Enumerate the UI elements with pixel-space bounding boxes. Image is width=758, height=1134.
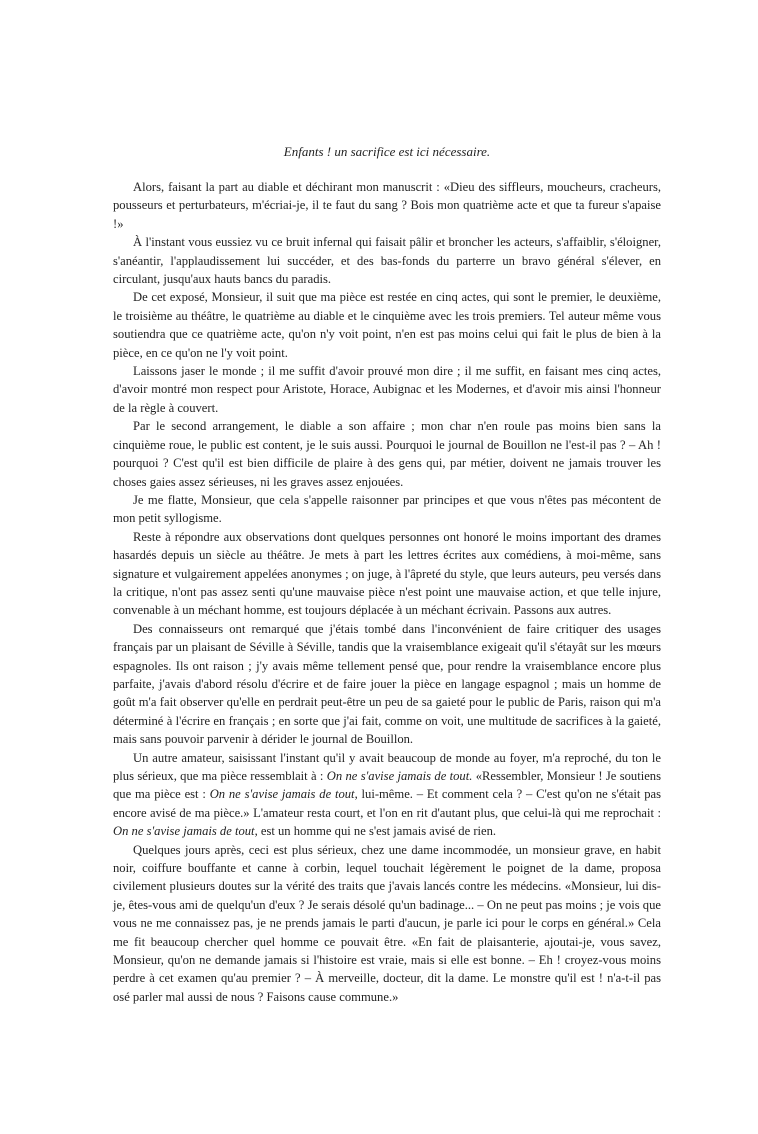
document-page [113, 0, 661, 1134]
paragraph: Alors, faisant la part au diable et déchirant mon manuscrit : «Dieu des siffleurs, moucheurs, cracheurs, pousseurs et perturbateurs, m'écriai-je, il te faut du sang ? Bois mon quatrième acte et que ta fureur s'apaise !» [113, 180, 661, 231]
paragraph: Un autre amateur, saisissant l'instant qu'il y avait beaucoup de monde au foyer, m'a reproché, du ton le plus sérieux, que ma pièce ressemblait à : On ne s'avise jamais de tout. «Ressembler, Monsieur ! Je soutiens que ma pièce est : On ne s'avise jamais de tout, lui-même. – Et comment cela ? – C'est qu'on ne s'était pas encore avisé de ma pièce.» L'amateur resta court, et l'on en rit d'autant plus, que celui-là qui me reprochait : On ne s'avise jamais de tout, est un homme qui ne s'est jamais avisé de rien. [113, 750, 661, 839]
paragraph: Reste à répondre aux observations dont quelques personnes ont honoré le moins important des drames hasardés depuis un siècle au théâtre. Je mets à part les lettres écrites aux comédiens, à moi-même, sans signature et vulgairement appelées anonymes ; on juge, à l'âpreté du style, que leurs auteurs, peu versés dans la critique, n'ont pas assez senti qu'une mauvaise pièce n'est point une mauvaise action, et que telle injure, convenable à un méchant homme, est toujours déplacée à un méchant écrivain. Passons aux autres. [113, 529, 661, 618]
paragraph: À l'instant vous eussiez vu ce bruit infernal qui faisait pâlir et broncher les acteurs, s'affaiblir, s'éloigner, s'anéantir, l'applaudissement lui succéder, et des bas-fonds du parterre un bravo général s'élever, en circulant, jusqu'aux hauts bancs du paradis. [113, 235, 661, 287]
body-text [113, 178, 661, 1006]
paragraph: Je me flatte, Monsieur, que cela s'appelle raisonner par principes et que vous n'êtes pas mécontent de mon petit syllogisme. [113, 492, 661, 526]
paragraph: De cet exposé, Monsieur, il suit que ma pièce est restée en cinq actes, qui sont le premier, le deuxième, le troisième au théâtre, le quatrième au diable et le cinquième avec les trois premiers. Tel auteur même vous soutiendra que ce quatrième acte, qu'on n'y voit point, n'en est pas moins celui qui fait le plus de bien à la pièce, en ce qu'on ne l'y voit point. [113, 290, 661, 360]
epigraph: Enfants ! un sacrifice est ici nécessaire. [283, 144, 491, 159]
paragraph: Laissons jaser le monde ; il me suffit d'avoir prouvé mon dire ; il me suffit, en faisant mes cinq actes, d'avoir montré mon respect pour Aristote, Horace, Aubignac et les Modernes, et d'avoir mis ainsi l'honneur de la règle à couvert. [113, 364, 661, 415]
paragraph: Des connaisseurs ont remarqué que j'étais tombé dans l'inconvénient de faire critiquer des usages français par un plaisant de Séville à Séville, tandis que la vraisemblance exigeait qu'il s'étayât sur les mœurs espagnoles. Ils ont raison ; j'y avais même tellement pensé que, pour rendre la vraisemblance encore plus parfaite, j'avais d'abord résolu d'écrire et de faire jouer la pièce en langage espagnol ; mais un homme de goût m'a fait observer qu'elle en perdrait peut-être un peu de sa gaieté pour le public de Paris, raison qui m'a déterminé à l'écrire en français ; en sorte que j'ai fait, comme on voit, une multitude de sacrifices à la gaieté, mais sans pouvoir parvenir à dérider le journal de Bouillon. [113, 621, 661, 747]
paragraph: Par le second arrangement, le diable a son affaire ; mon char n'en roule pas moins bien sans la cinquième roue, le public est content, je le suis aussi. Pourquoi le journal de Bouillon ne l'est-il pas ? – Ah ! pourquoi ? C'est qu'il est bien difficile de plaire à des gens qui, par métier, doivent ne jamais trouver les choses gaies assez sérieuses, ni les graves assez enjouées. [113, 419, 661, 489]
paragraph: Quelques jours après, ceci est plus sérieux, chez une dame incommodée, un monsieur grave, en habit noir, coiffure bouffante et canne à corbin, lequel touchait légèrement le poignet de la dame, proposa civilement plusieurs doutes sur la vérité des traits que j'avais lancés contre les médecins. «Monsieur, lui dis-je, êtes-vous ami de quelqu'un d'eux ? Je serais désolé qu'un badinage... – On ne peut pas moins ; je vois que vous ne me connaissez pas, je ne prends jamais le parti d'aucun, je parle ici pour le corps en général.» Cela me fit beaucoup chercher quel homme ce pouvait être. «En fait de plaisanterie, ajoutai-je, vous savez, Monsieur, qu'on ne demande jamais si l'histoire est vraie, mais si elle est bonne. – Eh ! croyez-vous moins perdre à cet examen qu'au premier ? – À merveille, docteur, dit la dame. Le monstre qu'il est ! n'a-t-il pas osé parler mal aussi de nous ? Faisons cause commune.» [113, 842, 661, 1004]
